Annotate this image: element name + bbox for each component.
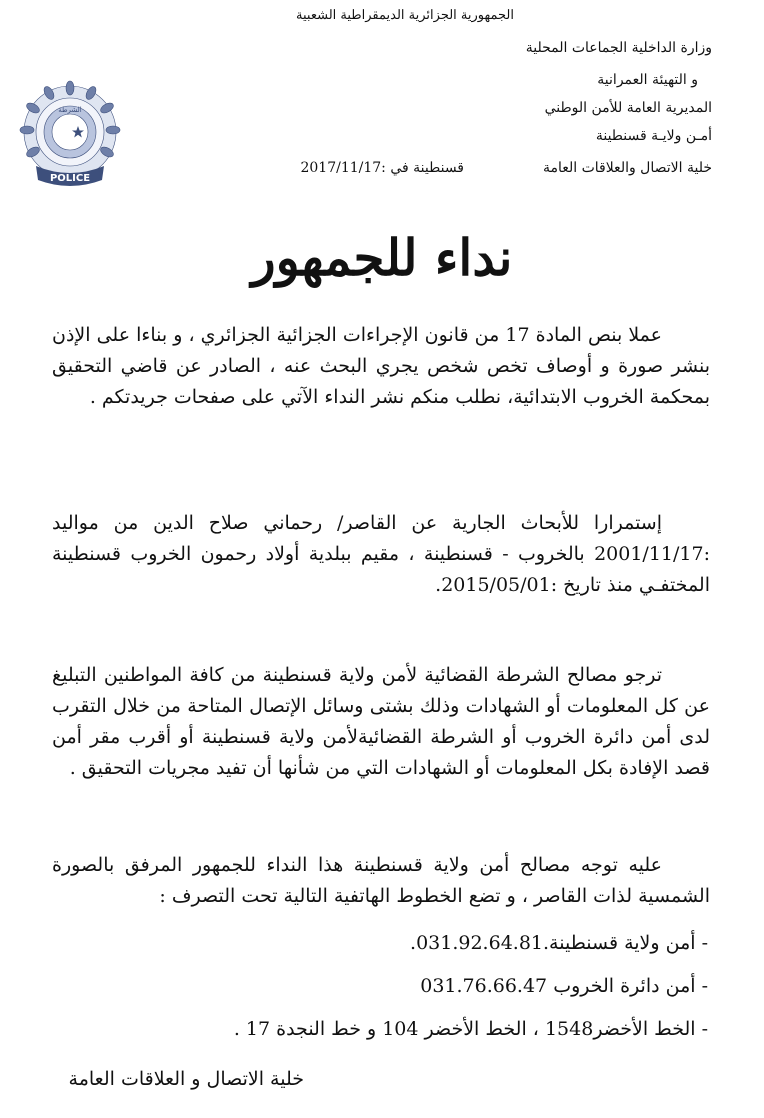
republic-heading: الجمهورية الجزائرية الديمقراطية الشعبية (296, 8, 514, 23)
body-paragraph-missing-minor: إستمرارا للأبحاث الجارية عن القاصر/ رحماني صلاح الدين من مواليد :2001/11/17 بالخروب - قسنطينة ، مقيم ببلدية أولاد رحمون الخروب قسنطينة المختفـي منذ تاريخ :2015/05/01. (52, 512, 710, 596)
directorate-line: المديرية العامة للأمن الوطني (544, 100, 712, 116)
contact-line-wilaya: - أمن ولاية قسنطينة.031.92.64.81. (410, 932, 708, 954)
dateline: قسنطينة في :2017/11/17 (300, 160, 464, 176)
ministry-line-1: وزارة الداخلية الجماعات المحلية (525, 40, 712, 56)
communication-cell-line: خلية الاتصال والعلاقات العامة (542, 160, 712, 176)
wilaya-security-line: أمـن ولايـة قسنطينة (595, 128, 712, 144)
ministry-line-2: و التهيئة العمرانية (597, 72, 698, 88)
contact-line-hotlines: - الخط الأخضر1548 ، الخط الأخضر 104 و خط النجدة 17 . (233, 1018, 708, 1040)
svg-text:POLICE: POLICE (49, 173, 91, 184)
page-title: نداء للجمهور (251, 228, 513, 287)
contact-line-elkhroub: - أمن دائرة الخروب 031.76.66.47 (420, 975, 708, 997)
signature-cell: خلية الاتصال و العلاقات العامة (68, 1068, 304, 1090)
body-paragraph-phone-intro: عليه توجه مصالح أمن ولاية قسنطينة هذا النداء للجمهور المرفق بالصورة الشمسية لذات القاصر ، و تضع الخطوط الهاتفية التالية تحت التصرف : (52, 854, 710, 907)
svg-text:الشرطة: الشرطة (58, 106, 82, 114)
body-paragraph-appeal: ترجو مصالح الشرطة القضائية لأمن ولاية قسنطينة من كافة المواطنين التبليغ عن كل المعلومات أو الشهادات وذلك بشتى وسائل الإتصال المتاحة من خلال التقرب لدى أمن دائرة الخروب أو الشرطة القضائيةلأمن ولاية قسنطينة أو أقرب مقر أمن قصد الإفادة بكل المعلومات أو الشهادات التي من شأنها أن تفيد مجريات التحقيق . (52, 664, 710, 779)
body-paragraph-legal-basis: عملا بنص المادة 17 من قانون الإجراءات الجزائية الجزائري ، و بناءا على الإذن بنشر صورة و أوصاف تخص شخص يجري البحث عنه ، الصادر عن قاضي التحقيق بمحكمة الخروب الابتدائية، نطلب منكم نشر النداء الآتي على صفحات جريدتكم . (52, 324, 710, 408)
police-emblem-logo (14, 80, 126, 192)
